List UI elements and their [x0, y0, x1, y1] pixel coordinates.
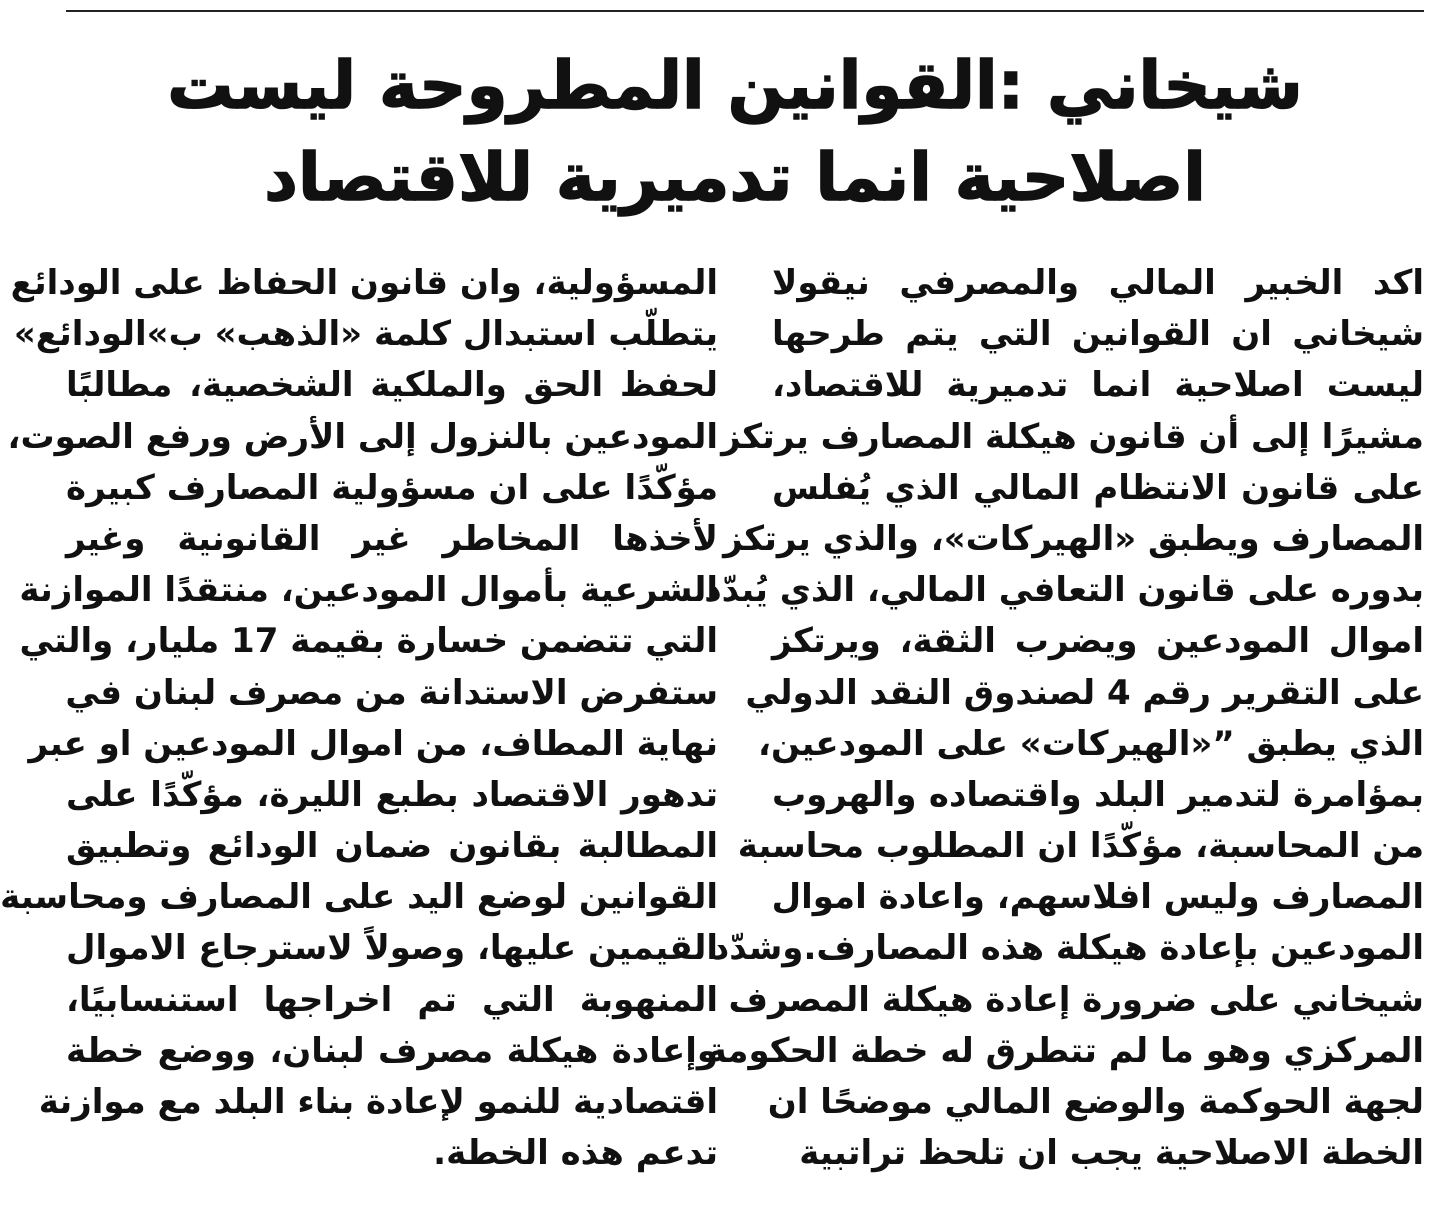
article-line: شيخاني على ضرورة إعادة هيكلة المصرف — [728, 979, 1424, 1020]
article-line: الشرعية بأموال المودعين، منتقدًا الموازنة — [19, 570, 718, 611]
article-line: ليست اصلاحية انما تدميرية للاقتصاد، — [772, 365, 1424, 406]
headline-line-1: شيخاني :القوانين المطروحة ليست — [167, 47, 1303, 124]
article-line: لأخذها المخاطر غير القانونية وغير — [66, 518, 718, 559]
article-line: لجهة الحوكمة والوضع المالي موضحًا ان — [767, 1082, 1424, 1122]
article-line: تدعم هذه الخطة. — [433, 1133, 718, 1174]
article-line: بدوره على قانون التعافي المالي، الذي يُبدّد — [704, 570, 1424, 611]
top-rule — [66, 10, 1424, 12]
article-line: مؤكّدًا على ان مسؤولية المصارف كبيرة — [66, 467, 718, 508]
article-line: لحفظ الحق والملكية الشخصية، مطالبًا — [66, 365, 718, 406]
article-line: اكد الخبير المالي والمصرفي نيقولا — [772, 263, 1424, 303]
article-line: اموال المودعين ويضرب الثقة، ويرتكز — [772, 621, 1424, 662]
article-line: المودعين بالنزول إلى الأرض ورفع الصوت، — [7, 416, 718, 457]
article-line: المصارف وليس افلاسهم، واعادة اموال — [771, 877, 1424, 918]
article-line: وإعادة هيكلة مصرف لبنان، ووضع خطة — [66, 1030, 718, 1071]
article-line: تدهور الاقتصاد بطبع الليرة، مؤكّدًا على — [66, 774, 718, 815]
article-column-left — [0, 258, 718, 1174]
article-line: المنهوبة التي تم اخراجها استنسابيًا، — [66, 979, 718, 1020]
article-line: بمؤامرة لتدمير البلد واقتصاده والهروب — [772, 774, 1424, 815]
article-line: على التقرير رقم 4 لصندوق النقد الدولي — [745, 672, 1424, 713]
article-line: اقتصادية للنمو لإعادة بناء البلد مع موازنة — [38, 1082, 718, 1122]
article-line: مشيرًا إلى أن قانون هيكلة المصارف يرتكز — [721, 416, 1424, 457]
article-line: الخطة الاصلاحية يجب ان تلحظ تراتبية — [799, 1133, 1424, 1174]
article-line: المودعين بإعادة هيكلة هذه المصارف.وشدّد — [711, 928, 1424, 969]
article-line: المركزي وهو ما لم تتطرق له خطة الحكومة — [706, 1030, 1424, 1071]
article-line: القيمين عليها، وصولاً لاسترجاع الاموال — [66, 928, 718, 969]
article-line: المسؤولية، وان قانون الحفاظ على الودائع — [10, 263, 718, 303]
article-line: على قانون الانتظام المالي الذي يُفلس — [772, 467, 1424, 508]
article-line: المصارف ويطبق «الهيركات»، والذي يرتكز — [723, 518, 1424, 559]
article-line: الذي يطبق ”«الهيركات» على المودعين، — [758, 723, 1424, 764]
article-body — [0, 258, 1424, 1174]
article-column-right — [704, 258, 1424, 1174]
article-line: يتطلّب استبدال كلمة «الذهب» ب»الودائع» — [13, 314, 718, 355]
article-line: القوانين لوضع اليد على المصارف ومحاسبة — [0, 877, 718, 918]
article-line: ستفرض الاستدانة من مصرف لبنان في — [65, 672, 718, 713]
headline — [150, 40, 1320, 224]
headline-line-2: اصلاحية انما تدميرية للاقتصاد — [264, 139, 1206, 216]
article-line: شيخاني ان القوانين التي يتم طرحها — [772, 314, 1424, 355]
article-line: المطالبة بقانون ضمان الودائع وتطبيق — [66, 826, 718, 867]
article-line: نهاية المطاف، من اموال المودعين او عبر — [28, 723, 718, 764]
article-line: من المحاسبة، مؤكّدًا ان المطلوب محاسبة — [737, 826, 1424, 867]
article-line: التي تتضمن خسارة بقيمة 17 مليار، والتي — [19, 621, 718, 662]
